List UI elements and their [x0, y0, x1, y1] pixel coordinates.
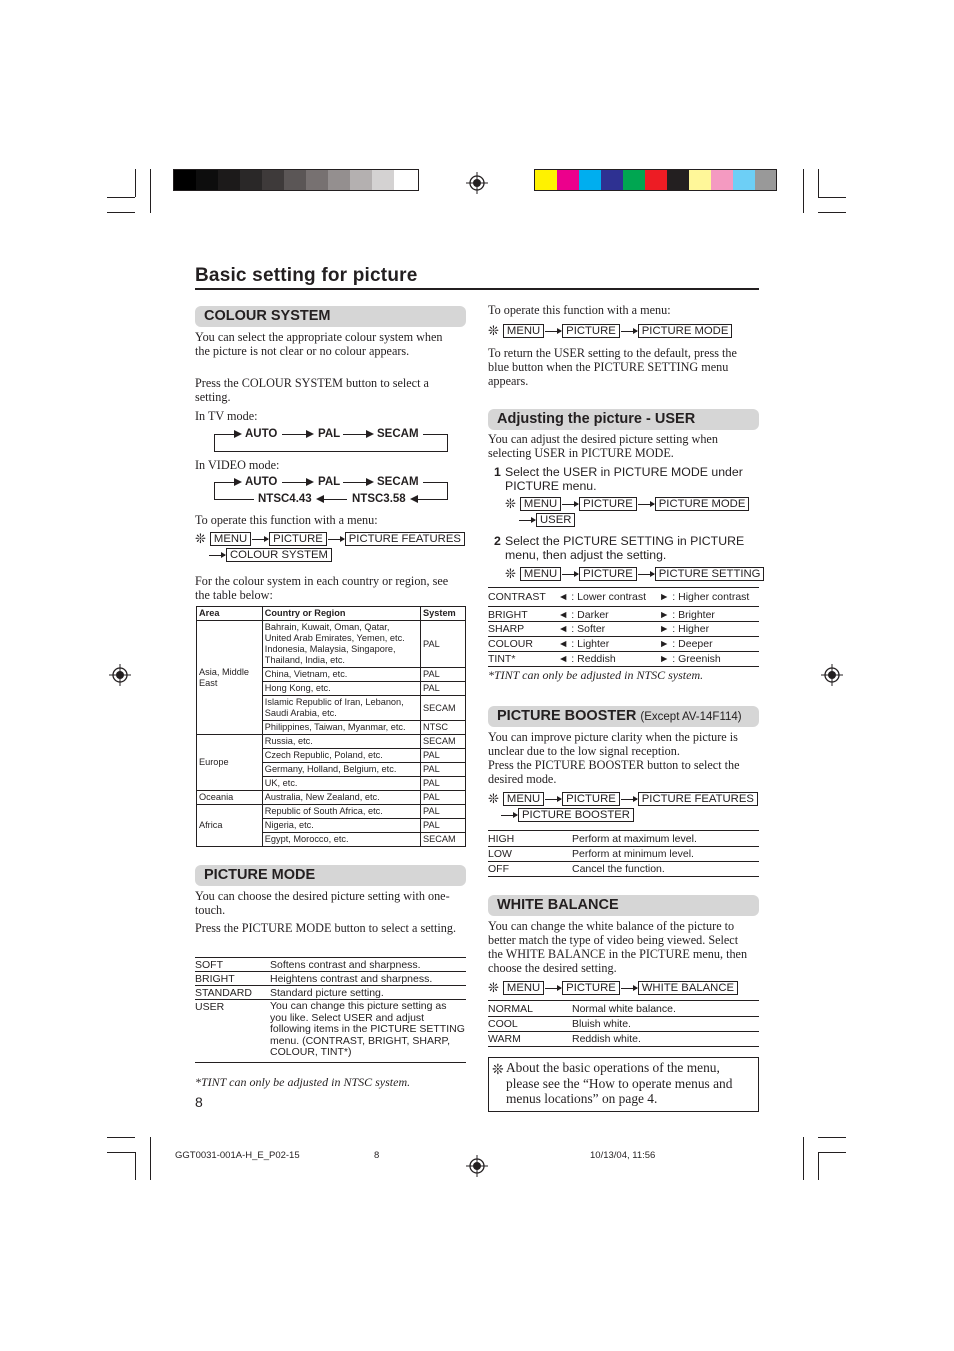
crop-mark: [818, 197, 846, 198]
step-number: 1: [494, 465, 501, 479]
table-cell: PAL: [421, 621, 466, 668]
gray-swatch: [240, 170, 262, 190]
table-cell: Czech Republic, Poland, etc.: [262, 749, 420, 763]
menu-star-icon: ❊: [505, 496, 516, 511]
gray-swatch: [174, 170, 196, 190]
table-cell: ◄ : Darker: [558, 607, 659, 622]
picture-mode-menu-path: [488, 323, 732, 339]
table-row: [197, 805, 466, 819]
table-cell: Islamic Republic of Iran, Lebanon, Saudi Arabia, etc.: [262, 696, 420, 721]
gray-swatch: [350, 170, 372, 190]
table-cell: HIGH: [488, 831, 572, 847]
table-cell: ► : Deeper: [659, 637, 759, 652]
table-cell: Cancel the function.: [572, 862, 759, 877]
picture-booster-menu-path-cont: [500, 808, 634, 822]
picture-mode-heading-text: PICTURE MODE: [204, 867, 316, 883]
flow-line: [214, 434, 215, 451]
table-cell: STANDARD: [195, 986, 270, 1000]
table-cell: PAL: [421, 791, 466, 805]
table-cell: UK, etc.: [262, 777, 420, 791]
color-swatch: [645, 170, 667, 190]
path-picture-booster: PICTURE BOOSTER: [518, 808, 634, 822]
flow-line: [323, 499, 347, 500]
table-area-cell: Europe: [197, 735, 263, 791]
table-row: [197, 621, 466, 668]
flow-ntsc358: NTSC3.58: [352, 493, 406, 505]
table-cell: Bluish white.: [572, 1017, 759, 1032]
picture-booster-menu-path: [488, 791, 758, 807]
table-row: [488, 652, 759, 667]
table-row: [488, 637, 759, 652]
gray-swatch: [262, 170, 284, 190]
table-cell: Australia, New Zealand, etc.: [262, 791, 420, 805]
title-rule: [195, 288, 759, 290]
crop-mark: [818, 169, 819, 197]
path-picture-setting: PICTURE SETTING: [655, 567, 765, 581]
flow-line: [447, 482, 448, 499]
table-cell: Nigeria, etc.: [262, 819, 420, 833]
flow-arrow-icon: [234, 478, 242, 486]
crop-mark: [107, 212, 135, 213]
table-cell: TINT*: [488, 652, 558, 667]
color-calibration-strip: [534, 169, 777, 191]
table-cell: PAL: [421, 777, 466, 791]
menu-star-icon: ❊: [505, 566, 516, 581]
path-arrow-icon: [252, 539, 268, 540]
path-picture: PICTURE: [562, 324, 620, 338]
table-area-cell: Asia, Middle East: [197, 621, 263, 735]
path-arrow-icon: [545, 799, 561, 800]
table-cell: Russia, etc.: [262, 735, 420, 749]
picture-booster-table: [488, 830, 759, 877]
table-cell: NORMAL: [488, 1001, 572, 1017]
info-box-text: About the basic operations of the menu, please see the “How to operate menus and menus locations” on page 4.: [506, 1060, 733, 1106]
crop-mark: [803, 1137, 804, 1180]
flow-arrow-icon: [316, 495, 324, 503]
adjusting-note: *TINT can only be adjusted in NTSC system.: [488, 668, 704, 682]
flow-line: [343, 482, 367, 483]
adjusting-heading: [488, 409, 759, 430]
table-cell: You can change this picture setting as you like. Select USER and adjust following items in the PICTURE SETTING menu. (CONTRAST, BRIGHT, SHARP, COLOUR, TINT*): [270, 1000, 466, 1063]
registration-mark-icon: [466, 172, 488, 194]
registration-mark-icon: [109, 664, 131, 686]
path-arrow-icon: [638, 574, 654, 575]
color-swatch: [601, 170, 623, 190]
colour-system-heading: [195, 306, 466, 327]
table-header: System: [421, 607, 466, 621]
path-arrow-icon: [328, 539, 344, 540]
table-row: [195, 986, 466, 1000]
table-header-row: [197, 607, 466, 621]
path-user: USER: [536, 513, 575, 527]
flow-pal: PAL: [318, 476, 341, 488]
adjusting-heading-text: Adjusting the picture - USER: [497, 411, 696, 427]
path-picture-features: PICTURE FEATURES: [345, 532, 465, 546]
table-cell: ► : Brighter: [659, 607, 759, 622]
path-colour-system: COLOUR SYSTEM: [226, 548, 332, 562]
adjusting-step2-path: [505, 566, 764, 582]
white-balance-intro: You can change the white balance of the picture to better match the type of video being viewed. Select the WHITE BALANCE in the PICTURE menu, then choose the desired setting.: [488, 919, 748, 975]
table-cell: WARM: [488, 1032, 572, 1047]
table-cell: Republic of South Africa, etc.: [262, 805, 420, 819]
picture-mode-heading: [195, 865, 466, 886]
flow-arrow-icon: [234, 430, 242, 438]
crop-mark: [818, 212, 846, 213]
white-balance-table: [488, 1000, 759, 1047]
color-swatch: [535, 170, 557, 190]
colour-system-menu-path-cont: [208, 548, 332, 562]
color-swatch: [623, 170, 645, 190]
crop-mark: [107, 197, 135, 198]
table-cell: OFF: [488, 862, 572, 877]
table-row: [197, 735, 466, 749]
table-row: [488, 1001, 759, 1017]
footer-file: GGT0031-001A-H_E_P02-15: [175, 1150, 300, 1161]
table-row: [488, 622, 759, 637]
table-cell: Standard picture setting.: [270, 986, 466, 1000]
table-cell: BRIGHT: [488, 607, 558, 622]
table-row: [488, 588, 759, 607]
color-swatch: [755, 170, 776, 190]
table-cell: Heightens contrast and sharpness.: [270, 972, 466, 986]
flow-arrow-icon: [306, 478, 314, 486]
path-picture: PICTURE: [579, 567, 637, 581]
path-arrow-icon: [545, 331, 561, 332]
page-number: 8: [195, 1094, 203, 1110]
table-cell: NTSC: [421, 721, 466, 735]
table-cell: SECAM: [421, 696, 466, 721]
crop-mark: [150, 169, 151, 213]
crop-mark: [803, 169, 804, 213]
return-default-text: To return the USER setting to the default, press the blue button when the PICTURE SETTING menu appears.: [488, 346, 737, 388]
path-menu: MENU: [520, 567, 561, 581]
table-cell: PAL: [421, 682, 466, 696]
footer-date: 10/13/04, 11:56: [590, 1150, 656, 1161]
table-cell: Perform at minimum level.: [572, 847, 759, 862]
table-cell: SECAM: [421, 833, 466, 847]
path-picture-mode: PICTURE MODE: [638, 324, 733, 338]
table-row: [488, 1017, 759, 1032]
info-box: [488, 1057, 759, 1112]
picture-mode-note: *TINT can only be adjusted in NTSC system.: [195, 1075, 411, 1089]
flow-line: [214, 482, 215, 499]
gray-swatch: [306, 170, 328, 190]
picture-booster-heading-note: (Except AV-14F114): [640, 711, 742, 723]
table-cell: PAL: [421, 749, 466, 763]
path-white-balance: WHITE BALANCE: [638, 981, 738, 995]
adjusting-step-1: [494, 465, 756, 493]
path-menu: MENU: [503, 792, 544, 806]
gray-swatch: [196, 170, 218, 190]
flow-arrow-icon: [410, 495, 418, 503]
table-row: [195, 1000, 466, 1063]
path-arrow-icon: [562, 574, 578, 575]
flow-auto: AUTO: [245, 476, 278, 488]
flow-ntsc443: NTSC4.43: [258, 493, 312, 505]
path-arrow-icon: [519, 520, 535, 521]
gray-calibration-strip: [173, 169, 419, 191]
flow-line: [423, 434, 447, 435]
table-cell: SECAM: [421, 735, 466, 749]
table-row: [488, 1032, 759, 1047]
table-area-cell: Africa: [197, 805, 263, 847]
path-picture-mode: PICTURE MODE: [655, 497, 750, 511]
colour-system-table: [196, 606, 466, 847]
flow-arrow-icon: [366, 430, 374, 438]
menu-star-icon: ❊: [195, 531, 206, 546]
table-row: [488, 831, 759, 847]
table-cell: China, Vietnam, etc.: [262, 668, 420, 682]
crop-mark: [135, 169, 136, 197]
video-mode-label: In VIDEO mode:: [195, 458, 280, 472]
white-balance-heading: [488, 895, 759, 916]
gray-swatch: [372, 170, 394, 190]
picture-setting-table: [488, 587, 759, 667]
flow-line: [214, 451, 448, 452]
path-arrow-icon: [562, 504, 578, 505]
flow-arrow-icon: [366, 478, 374, 486]
picture-mode-menu-intro: To operate this function with a menu:: [488, 303, 671, 317]
table-cell: SHARP: [488, 622, 558, 637]
table-cell: BRIGHT: [195, 972, 270, 986]
table-cell: PAL: [421, 819, 466, 833]
white-balance-heading-text: WHITE BALANCE: [497, 897, 619, 913]
table-cell: ◄ : Softer: [558, 622, 659, 637]
footer-page: 8: [374, 1150, 380, 1161]
crop-mark: [818, 1152, 819, 1180]
gray-swatch: [328, 170, 350, 190]
info-star-icon: ❊: [492, 1061, 504, 1077]
color-swatch: [667, 170, 689, 190]
table-row: [488, 607, 759, 622]
crop-mark: [150, 1137, 151, 1180]
colour-system-heading-text: COLOUR SYSTEM: [204, 308, 331, 324]
table-cell: Egypt, Morocco, etc.: [262, 833, 420, 847]
table-cell: ◄ : Reddish: [558, 652, 659, 667]
flow-line: [447, 434, 448, 451]
colour-system-menu-path: [195, 531, 465, 547]
path-menu: MENU: [503, 324, 544, 338]
menu-star-icon: ❊: [488, 323, 499, 338]
table-cell: USER: [195, 1000, 270, 1063]
table-cell: Perform at maximum level.: [572, 831, 759, 847]
adjusting-step1-path: [505, 496, 749, 512]
flow-pal: PAL: [318, 428, 341, 440]
gray-swatch: [284, 170, 306, 190]
table-cell: PAL: [421, 805, 466, 819]
table-cell: ◄ : Lighter: [558, 637, 659, 652]
table-cell: SOFT: [195, 958, 270, 972]
flow-line: [282, 482, 308, 483]
table-area-cell: Oceania: [197, 791, 263, 805]
flow-secam: SECAM: [377, 428, 419, 440]
tv-mode-label: In TV mode:: [195, 409, 258, 423]
table-row: [197, 791, 466, 805]
table-cell: ► : Higher: [659, 622, 759, 637]
table-cell: Bahrain, Kuwait, Oman, Qatar, United Arab Emirates, Yemen, etc. Indonesia, Malaysia, Singapore, Thailand, India, etc.: [262, 621, 420, 668]
table-cell: Hong Kong, etc.: [262, 682, 420, 696]
table-row: [488, 847, 759, 862]
color-swatch: [711, 170, 733, 190]
table-header: Area: [197, 607, 263, 621]
table-cell: ► : Greenish: [659, 652, 759, 667]
step-text: Select the PICTURE SETTING in PICTURE menu, then adjust the setting.: [505, 534, 745, 562]
table-cell: Softens contrast and sharpness.: [270, 958, 466, 972]
color-swatch: [557, 170, 579, 190]
color-swatch: [579, 170, 601, 190]
picture-mode-press: Press the PICTURE MODE button to select a setting.: [195, 921, 456, 935]
page-title: Basic setting for picture: [195, 265, 418, 286]
table-cell: PAL: [421, 763, 466, 777]
path-arrow-icon: [621, 331, 637, 332]
menu-star-icon: ❊: [488, 791, 499, 806]
picture-mode-intro: You can choose the desired picture setting with one-touch.: [195, 889, 450, 917]
crop-mark: [107, 1152, 135, 1153]
step-number: 2: [494, 534, 501, 548]
flow-line: [214, 499, 254, 500]
path-picture: PICTURE: [269, 532, 327, 546]
adjusting-intro: You can adjust the desired picture setting when selecting USER in PICTURE MODE.: [488, 432, 718, 460]
table-cell: ◄ : Lower contrast: [558, 588, 659, 607]
picture-booster-intro: You can improve picture clarity when the picture is unclear due to the low signal reception.: [488, 730, 738, 758]
flow-auto: AUTO: [245, 428, 278, 440]
flow-line: [282, 434, 308, 435]
picture-booster-heading-text: PICTURE BOOSTER: [497, 708, 637, 724]
flow-line: [418, 499, 448, 500]
path-arrow-icon: [621, 799, 637, 800]
crop-mark: [107, 1137, 135, 1138]
picture-mode-table: [195, 957, 466, 1063]
flow-line: [214, 434, 236, 435]
registration-mark-icon: [821, 664, 843, 686]
step-text: Select the USER in PICTURE MODE under PICTURE menu.: [505, 465, 743, 493]
colour-system-menu-intro: To operate this function with a menu:: [195, 513, 378, 527]
table-row: [488, 862, 759, 877]
path-menu: MENU: [210, 532, 251, 546]
color-swatch: [689, 170, 711, 190]
white-balance-menu-path: [488, 980, 738, 996]
flow-line: [214, 482, 236, 483]
gray-swatch: [218, 170, 240, 190]
picture-booster-press: Press the PICTURE BOOSTER button to select the desired mode.: [488, 758, 740, 786]
colour-system-press: Press the COLOUR SYSTEM button to select a setting.: [195, 376, 429, 404]
flow-line: [423, 482, 447, 483]
adjusting-step-2: [494, 534, 756, 562]
path-picture: PICTURE: [562, 792, 620, 806]
table-row: [195, 972, 466, 986]
table-cell: ► : Higher contrast: [659, 588, 759, 607]
path-arrow-icon: [545, 988, 561, 989]
path-picture-features: PICTURE FEATURES: [638, 792, 758, 806]
table-cell: CONTRAST: [488, 588, 558, 607]
table-cell: Reddish white.: [572, 1032, 759, 1047]
crop-mark: [135, 1152, 136, 1180]
colour-system-intro: You can select the appropriate colour system when the picture is not clear or no colour appears.: [195, 330, 443, 358]
table-row: [195, 958, 466, 972]
menu-star-icon: ❊: [488, 980, 499, 995]
path-arrow-icon: [209, 555, 225, 556]
color-swatch: [733, 170, 755, 190]
path-arrow-icon: [501, 815, 517, 816]
path-menu: MENU: [520, 497, 561, 511]
flow-secam: SECAM: [377, 476, 419, 488]
registration-mark-icon: [466, 1155, 488, 1177]
table-header: Country or Region: [262, 607, 420, 621]
flow-line: [343, 434, 367, 435]
path-menu: MENU: [503, 981, 544, 995]
path-picture: PICTURE: [562, 981, 620, 995]
crop-mark: [818, 1137, 846, 1138]
table-cell: Normal white balance.: [572, 1001, 759, 1017]
table-cell: COLOUR: [488, 637, 558, 652]
path-arrow-icon: [638, 504, 654, 505]
flow-arrow-icon: [306, 430, 314, 438]
adjusting-step1-path-cont: [518, 513, 575, 527]
table-cell: Germany, Holland, Belgium, etc.: [262, 763, 420, 777]
path-picture: PICTURE: [579, 497, 637, 511]
crop-mark: [818, 1152, 846, 1153]
picture-booster-heading: [488, 706, 759, 727]
colour-system-table-intro: For the colour system in each country or region, see the table below:: [195, 574, 449, 602]
table-cell: LOW: [488, 847, 572, 862]
table-cell: Philippines, Taiwan, Myanmar, etc.: [262, 721, 420, 735]
gray-swatch: [394, 170, 418, 190]
path-arrow-icon: [621, 988, 637, 989]
table-cell: COOL: [488, 1017, 572, 1032]
table-cell: PAL: [421, 668, 466, 682]
